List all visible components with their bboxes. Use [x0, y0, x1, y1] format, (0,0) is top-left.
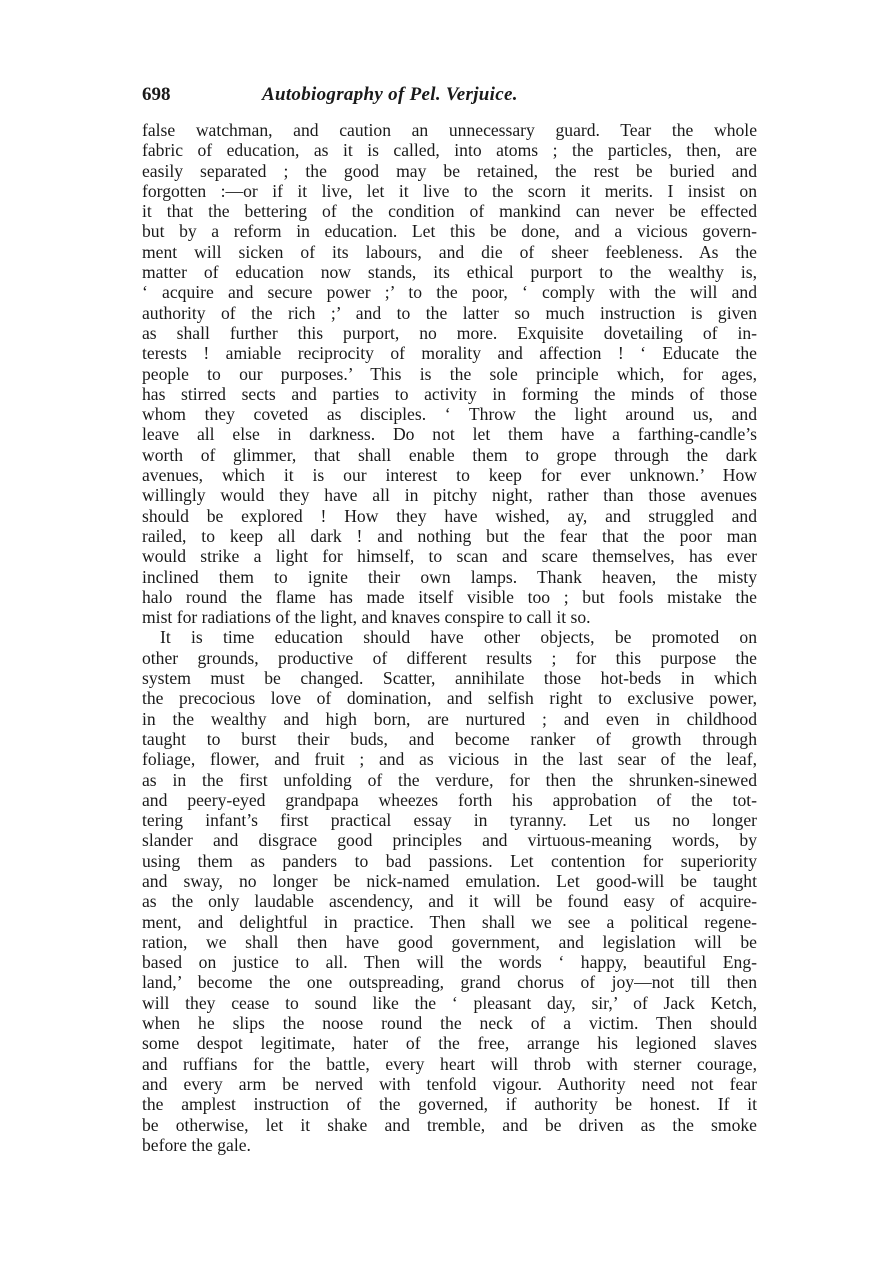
text-line: as the only laudable ascendency, and it will be found easy of acquire- — [142, 891, 757, 912]
text-line: taught to burst their buds, and become ranker of growth through — [142, 728, 757, 749]
paragraph-1 — [142, 120, 757, 627]
text-line: foliage, flower, and fruit ; and as vicious in the last sear of the leaf, — [142, 749, 757, 770]
text-line: other grounds, productive of different results ; for this purpose the — [142, 647, 757, 668]
text-line: will they cease to sound like the ‘ pleasant day, sir,’ of Jack Ketch, — [142, 992, 757, 1013]
text-line: slander and disgrace good principles and virtuous-meaning words, by — [142, 830, 757, 851]
paragraph-2 — [142, 627, 757, 1155]
text-line: false watchman, and caution an unnecessary guard. Tear the whole — [142, 120, 757, 140]
document-page — [142, 84, 757, 1155]
text-line: whom they coveted as disciples. ‘ Throw the light around us, and — [142, 404, 757, 425]
text-line: but by a reform in education. Let this be done, and a vicious govern- — [142, 221, 757, 242]
text-line: forgotten :—or if it live, let it live to the scorn it merits. I insist on — [142, 180, 757, 201]
text-line: system must be changed. Scatter, annihilate those hot-beds in which — [142, 668, 757, 689]
text-line: tering infant’s first practical essay in tyranny. Let us no longer — [142, 810, 757, 831]
text-line: it that the bettering of the condition of mankind can never be effected — [142, 201, 757, 222]
text-line: terests ! amiable reciprocity of morality and affection ! ‘ Educate the — [142, 343, 757, 364]
text-line: should be explored ! How they have wished, ay, and struggled and — [142, 505, 757, 526]
text-line: as shall further this purport, no more. Exquisite dovetailing of in- — [142, 322, 757, 343]
text-line: ment will sicken of its labours, and die of sheer feebleness. As the — [142, 241, 757, 262]
text-line: before the gale. — [142, 1134, 251, 1155]
text-line: and sway, no longer be nick-named emulation. Let good-will be taught — [142, 870, 757, 891]
text-line: the precocious love of domination, and selfish right to exclusive power, — [142, 688, 757, 709]
text-line: when he slips the noose round the neck of a victim. Then should — [142, 1013, 757, 1034]
text-line: easily separated ; the good may be retained, the rest be buried and — [142, 160, 757, 181]
text-line: as in the first unfolding of the verdure, for then the shrunken-sinewed — [142, 769, 757, 790]
text-line: ration, we shall then have good government, and legislation will be — [142, 931, 757, 952]
text-line: worth of glimmer, that shall enable them to grope through the dark — [142, 444, 757, 465]
text-line: willingly would they have all in pitchy night, rather than those avenues — [142, 485, 757, 506]
text-line: in the wealthy and high born, are nurtured ; and even in childhood — [142, 708, 757, 729]
text-line: avenues, which it is our interest to keep for ever unknown.’ How — [142, 465, 757, 486]
text-line: halo round the flame has made itself visible too ; but fools mistake the — [142, 586, 757, 607]
text-line: matter of education now stands, its ethical purport to the wealthy is, — [142, 262, 757, 283]
text-line: fabric of education, as it is called, into atoms ; the particles, then, are — [142, 140, 757, 161]
page-header — [142, 84, 757, 110]
text-line: and peery-eyed grandpapa wheezes forth his approbation of the tot- — [142, 789, 757, 810]
text-line: leave all else in darkness. Do not let them have a farthing-candle’s — [142, 424, 757, 445]
text-line: people to our purposes.’ This is the sole principle which, for ages, — [142, 363, 757, 384]
text-line: mist for radiations of the light, and knaves conspire to call it so. — [142, 607, 591, 628]
text-line: and ruffians for the battle, every heart will throb with sterner courage, — [142, 1053, 757, 1074]
text-line: using them as panders to bad passions. Let contention for superiority — [142, 850, 757, 871]
text-line: ‘ acquire and secure power ;’ to the poor, ‘ comply with the will and — [142, 282, 757, 303]
text-line: ment, and delightful in practice. Then shall we see a political regene- — [142, 911, 757, 932]
body-text — [142, 120, 757, 1155]
text-line: and every arm be nerved with tenfold vigour. Authority need not fear — [142, 1073, 757, 1094]
text-line: would strike a light for himself, to scan and scare themselves, has ever — [142, 546, 757, 567]
text-line: authority of the rich ;’ and to the latter so much instruction is given — [142, 302, 757, 323]
text-line: land,’ become the one outspreading, grand chorus of joy—not till then — [142, 972, 757, 993]
text-line: has stirred sects and parties to activity in forming the minds of those — [142, 383, 757, 404]
text-line: the amplest instruction of the governed, if authority be honest. If it — [142, 1094, 757, 1115]
text-line: railed, to keep all dark ! and nothing but the fear that the poor man — [142, 525, 757, 546]
text-line: some despot legitimate, hater of the free, arrange his legioned slaves — [142, 1033, 757, 1054]
text-line: inclined them to ignite their own lamps. Thank heaven, the misty — [142, 566, 757, 587]
running-title: Autobiography of Pel. Verjuice. — [262, 84, 518, 105]
text-line: It is time education should have other objects, be promoted on — [160, 627, 757, 648]
text-line: based on justice to all. Then will the words ‘ happy, beautiful Eng- — [142, 952, 757, 973]
page-number: 698 — [142, 84, 171, 105]
text-line: be otherwise, let it shake and tremble, and be driven as the smoke — [142, 1114, 757, 1135]
